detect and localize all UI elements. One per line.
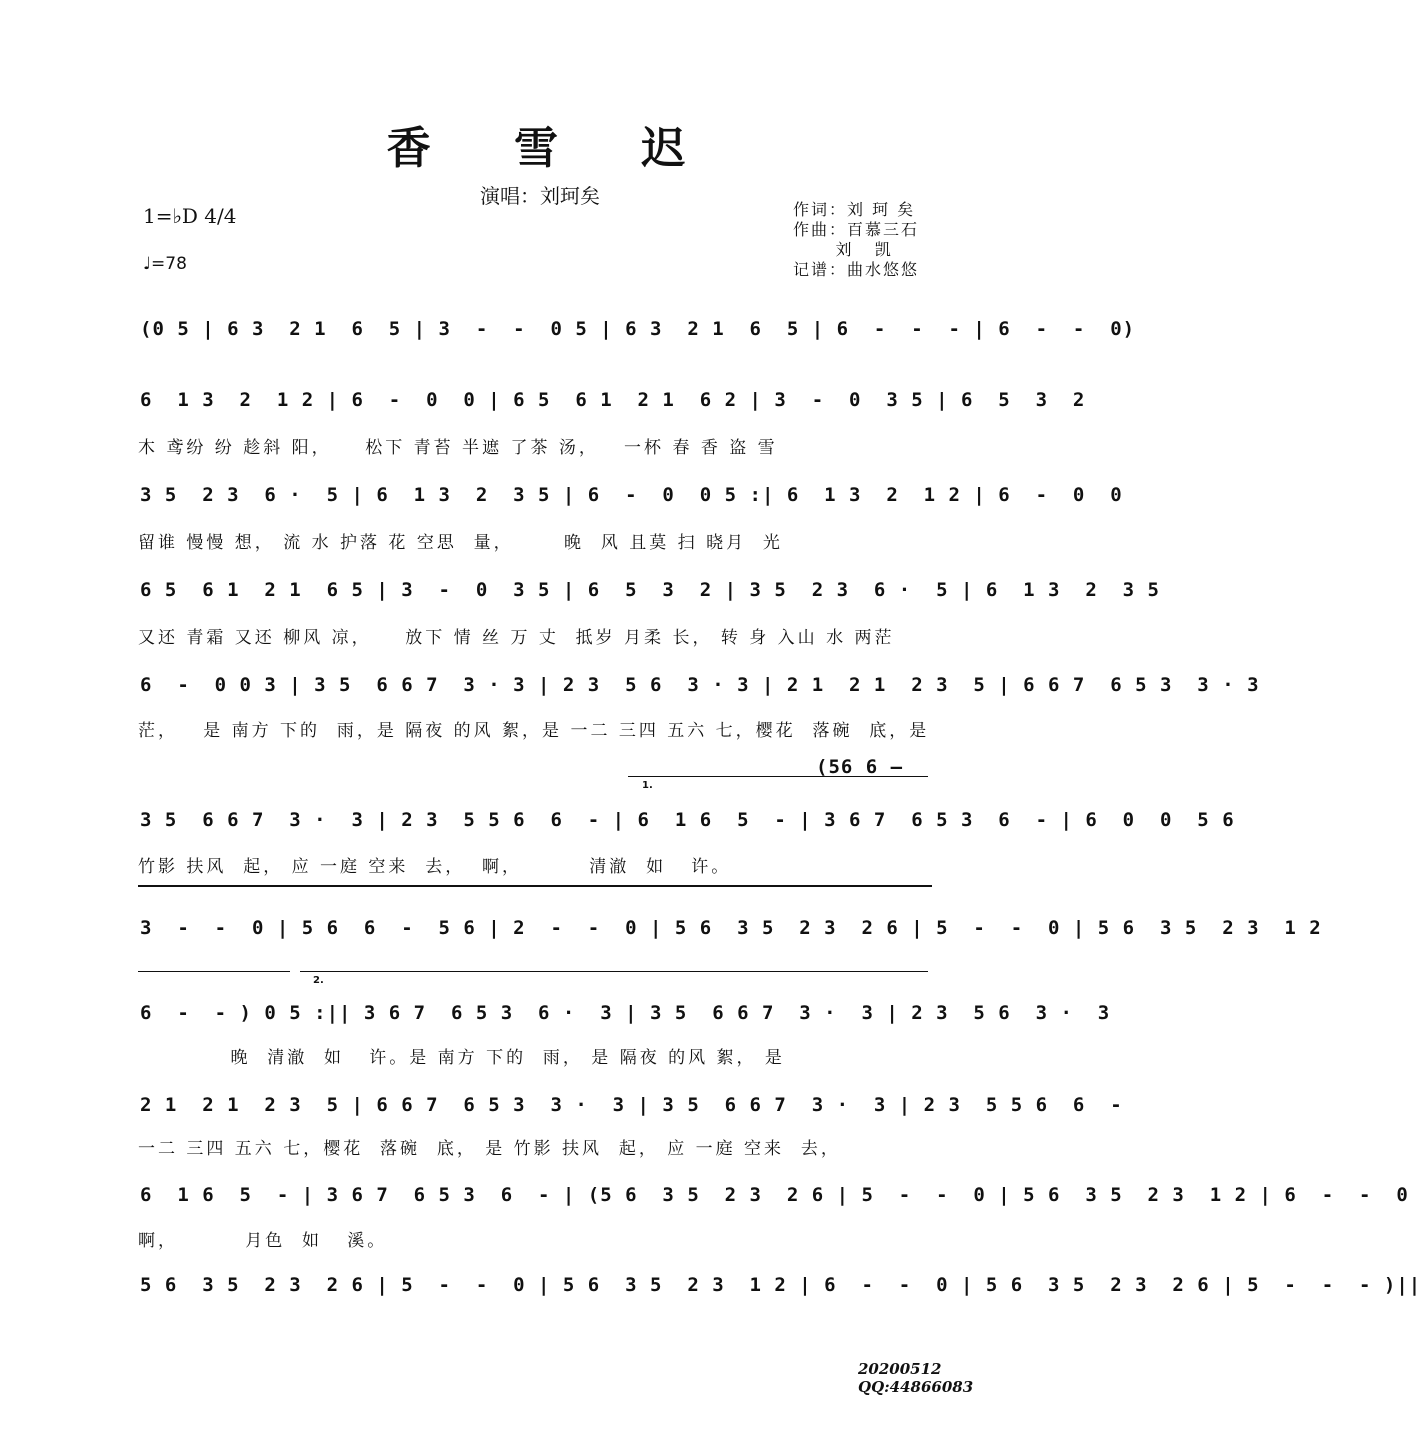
score-line-11: 5 6 3 5 2 3 2 6 | 5 - - 0 | 5 6 3 5 2 3 1 2 | 6 - - 0 | 5 6 3 5 2 3 2 6 | 5 - - - )||: [140, 1274, 1421, 1296]
score-line-1: (0 5 | 6 3 2 1 6 5 | 3 - - 0 5 | 6 3 2 1 6 5 | 6 - - - | 6 - - 0): [140, 318, 1136, 340]
lyric-line-10: 啊， 月色 如 溪。: [138, 1231, 388, 1251]
score-line-8: 6 - - ) 0 5 :|| 3 6 7 6 5 3 6 · 3 | 3 5 6 6 7 3 · 3 | 2 3 5 6 3 · 3: [140, 1002, 1111, 1024]
score-line-9: 2 1 2 1 2 3 5 | 6 6 7 6 5 3 3 · 3 | 3 5 6 6 7 3 · 3 | 2 3 5 5 6 6 -: [140, 1094, 1123, 1116]
score-line-10: 6 1 6 5 - | 3 6 7 6 5 3 6 - | (5 6 3 5 2 3 2 6 | 5 - - 0 | 5 6 3 5 2 3 1 2 | 6 - - 0: [140, 1184, 1409, 1206]
singer-credit: 演唱：刘珂矣: [480, 184, 600, 208]
first-ending-alternate: (56 6 –: [816, 756, 904, 778]
section-divider: [138, 885, 932, 887]
lyric-line-8: 晚 清澈 如 许。是 南方 下的 雨， 是 隔夜 的风 絮， 是: [138, 1048, 785, 1068]
footer-qq: QQ:44866083: [858, 1378, 974, 1396]
lyric-line-5: 茫， 是 南方 下的 雨，是 隔夜 的风 絮，是 一二 三四 五六 七，樱花 落碗 底，是: [138, 721, 930, 741]
lyric-line-3: 留谁 慢慢 想， 流 水 护落 花 空思 量， 晚 风 且莫 扫 晓月 光: [138, 533, 783, 553]
lyric-line-2: 木 鸢纷 纷 趁斜 阳， 松下 青苔 半遮 了茶 汤， 一杯 春 香 盗 雪: [138, 438, 778, 458]
first-ending-continuation: [138, 971, 290, 972]
first-ending-label: 1.: [642, 780, 653, 791]
footer-date: 20200512: [858, 1360, 942, 1378]
second-ending-bracket: [300, 971, 928, 972]
lyric-line-6: 竹影 扶风 起， 应 一庭 空来 去， 啊， 清澈 如 许。: [138, 857, 732, 877]
song-title: 香 雪 迟: [386, 123, 720, 174]
score-line-3: 3 5 2 3 6 · 5 | 6 1 3 2 3 5 | 6 - 0 0 5 :| 6 1 3 2 1 2 | 6 - 0 0: [140, 484, 1123, 506]
tempo-marking: ♩=78: [143, 254, 187, 274]
lyric-line-9: 一二 三四 五六 七，樱花 落碗 底， 是 竹影 扶风 起， 应 一庭 空来 去，: [138, 1139, 841, 1159]
key-signature: 1=♭D 4/4: [143, 204, 237, 228]
score-line-2: 6 1 3 2 1 2 | 6 - 0 0 | 6 5 6 1 2 1 6 2 | 3 - 0 3 5 | 6 5 3 2: [140, 389, 1086, 411]
score-line-4: 6 5 6 1 2 1 6 5 | 3 - 0 3 5 | 6 5 3 2 | 3 5 2 3 6 · 5 | 6 1 3 2 3 5: [140, 579, 1160, 601]
second-ending-label: 2.: [313, 975, 324, 986]
score-line-6: 3 5 6 6 7 3 · 3 | 2 3 5 5 6 6 - | 6 1 6 5 - | 3 6 7 6 5 3 6 - | 6 0 0 5 6: [140, 809, 1235, 831]
score-line-5: 6 - 0 0 3 | 3 5 6 6 7 3 · 3 | 2 3 5 6 3 · 3 | 2 1 2 1 2 3 5 | 6 6 7 6 5 3 3 · 3: [140, 674, 1260, 696]
score-line-7: 3 - - 0 | 5 6 6 - 5 6 | 2 - - 0 | 5 6 3 5 2 3 2 6 | 5 - - 0 | 5 6 3 5 2 3 1 2: [140, 917, 1322, 939]
composer-credits: 作词：刘 珂 矣 作曲：百慕三石 刘 凯 记谱：曲水悠悠: [793, 200, 920, 279]
lyric-line-4: 又还 青霜 又还 柳风 凉， 放下 情 丝 万 丈 抵岁 月柔 长， 转 身 入山 水 两茫: [138, 628, 895, 648]
